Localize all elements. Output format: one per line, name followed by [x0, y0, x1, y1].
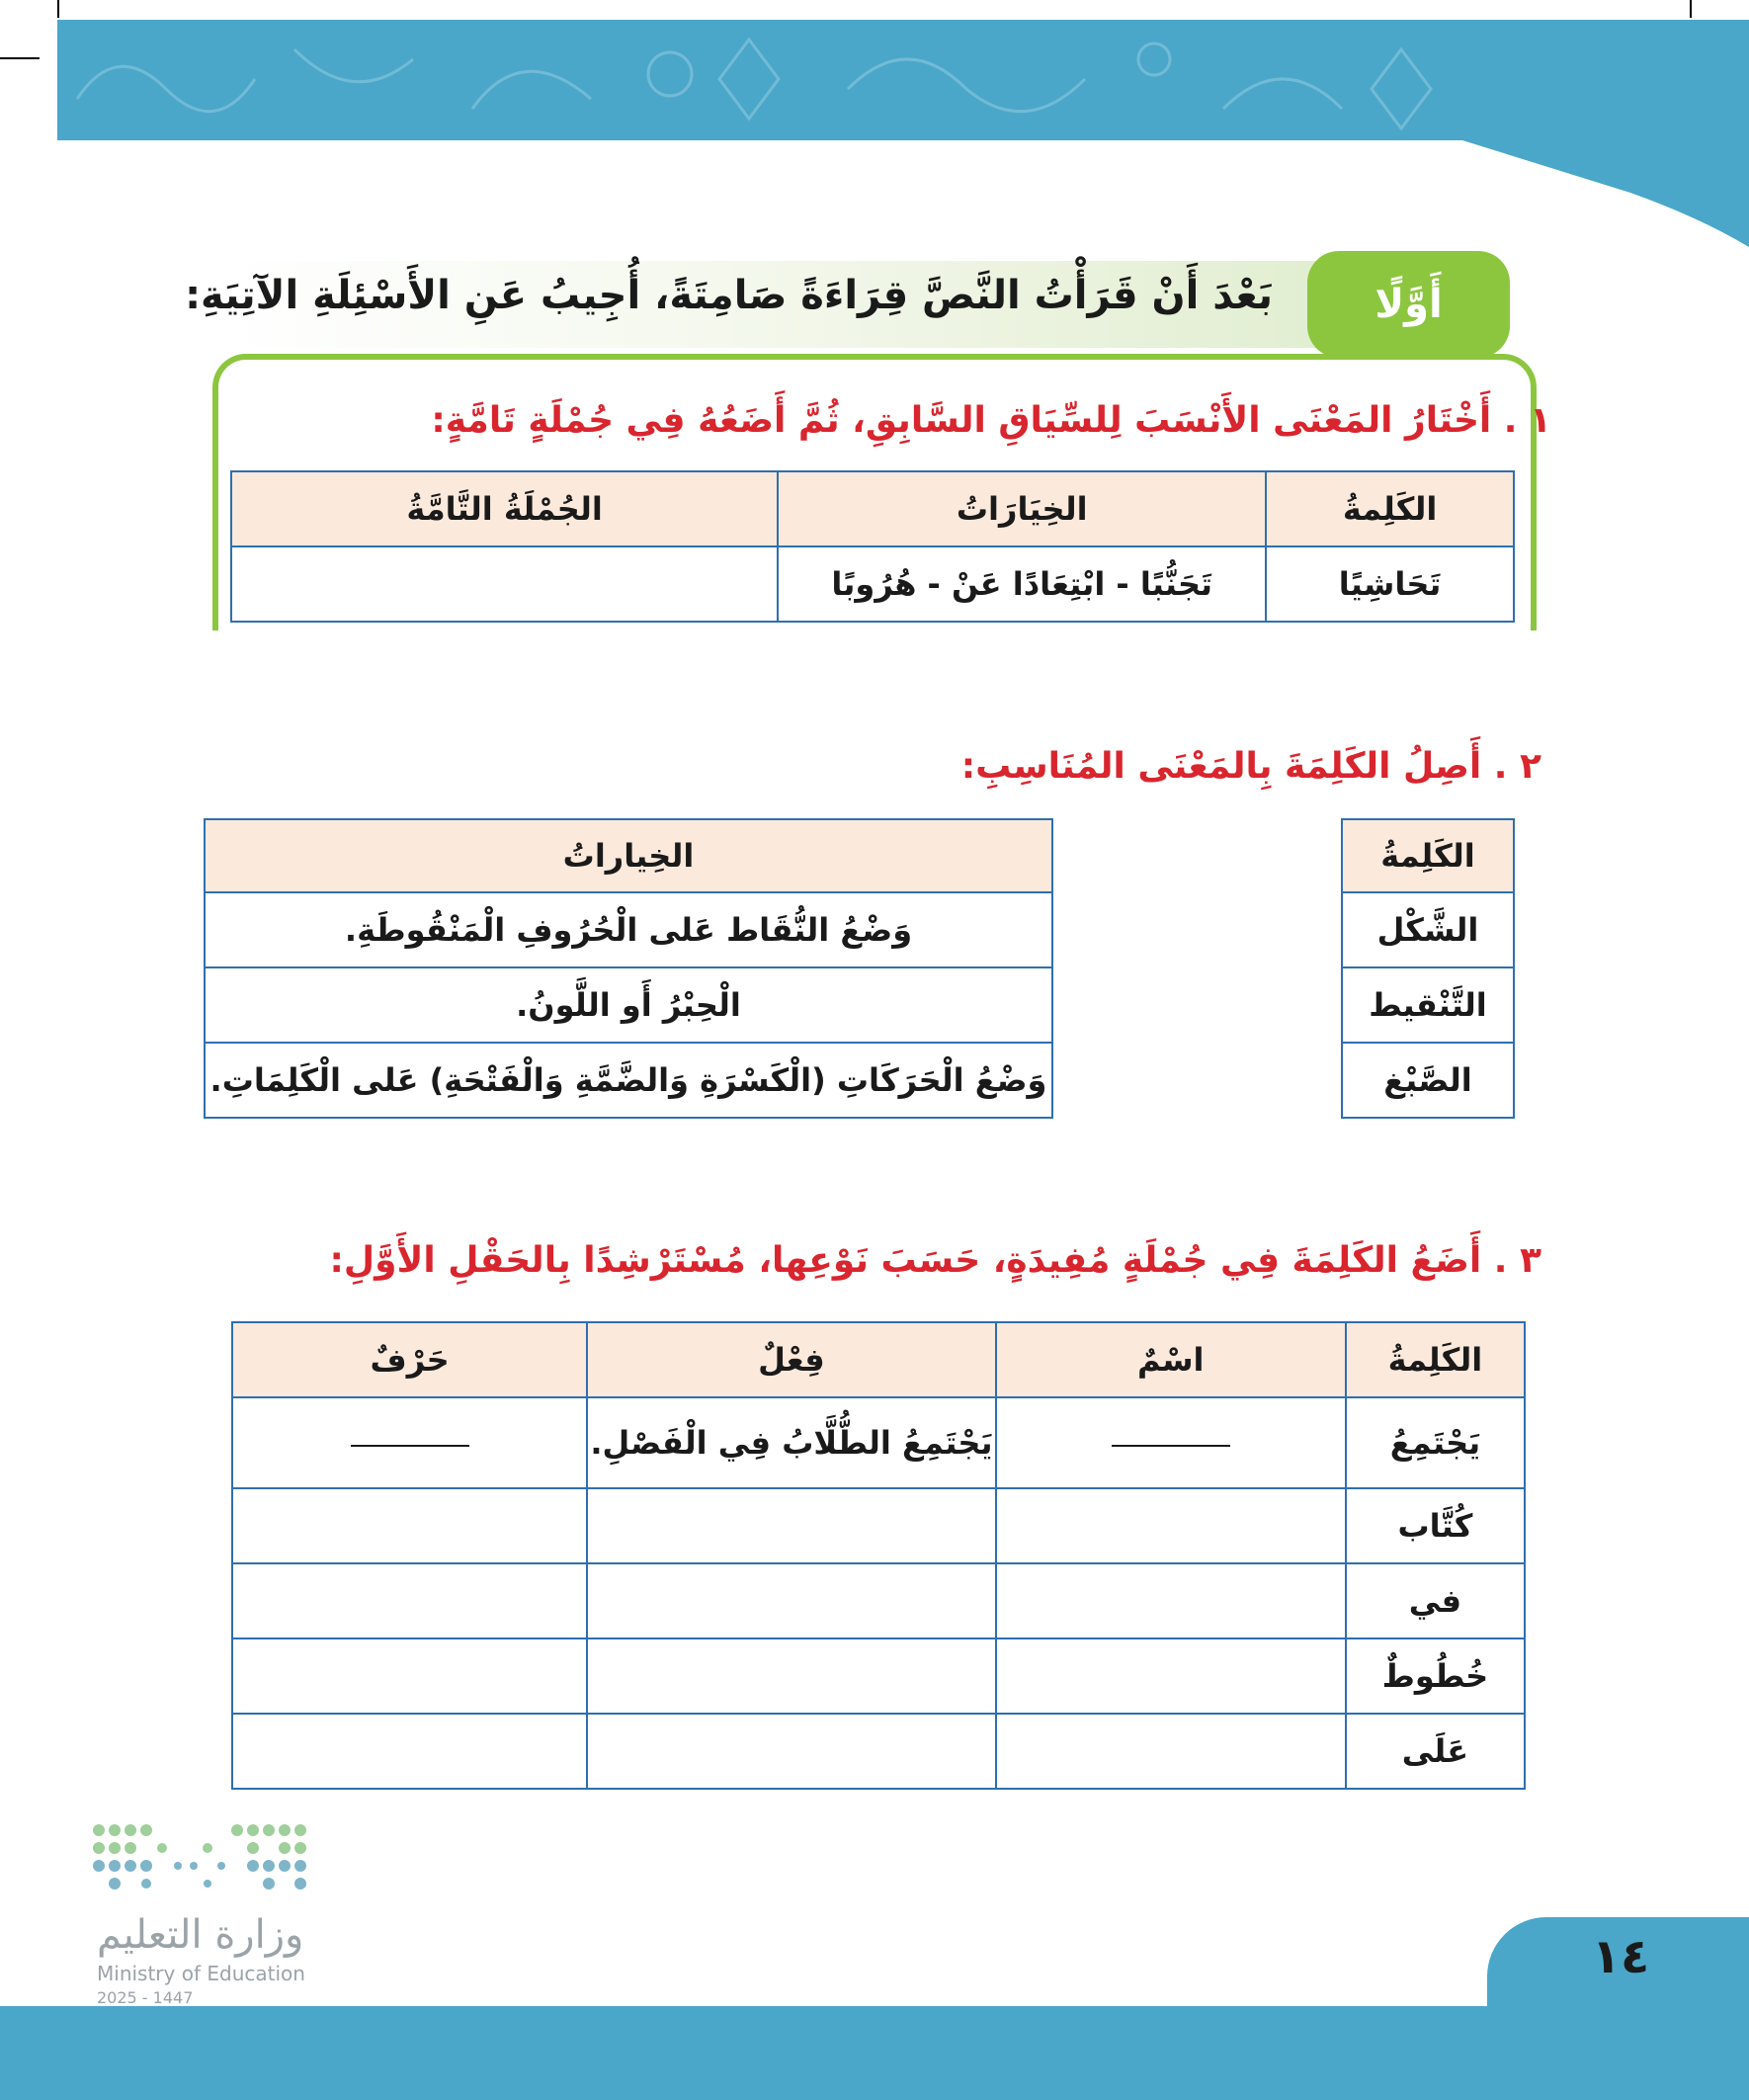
header-noun: اسْمٌ	[996, 1322, 1346, 1397]
table-row	[231, 546, 1514, 622]
crop-mark	[1690, 0, 1692, 18]
header-full-sentence: الجُمْلَةُ التَّامَّةُ	[231, 471, 778, 546]
noun-answer-cell[interactable]	[996, 1638, 1346, 1714]
ministry-logo-dots-icon	[89, 1818, 326, 1907]
ministry-name-arabic: وزارة التعليم	[97, 1912, 304, 1958]
word-cell: تَحَاشِيًا	[1266, 546, 1514, 622]
section-badge-label: أَوَّلًا	[1374, 282, 1443, 327]
noun-answer-cell[interactable]	[996, 1488, 1346, 1563]
crop-mark	[0, 57, 40, 59]
verb-answer-cell[interactable]	[587, 1563, 995, 1638]
table-row	[232, 1563, 1525, 1638]
header-word: الكَلِمةُ	[1266, 471, 1514, 546]
section-title: بَعْدَ أَنْ قَرَأْتُ النَّصَّ قِرَاءَةً صَامِتَةً، أُجِيبُ عَنِ الأَسْئِلَةِ الآتِيَةِ:	[185, 273, 1273, 318]
particle-answer-cell[interactable]	[232, 1714, 587, 1789]
header-word: الكَلِمةُ	[1342, 819, 1514, 892]
verb-answer-cell[interactable]	[587, 1638, 995, 1714]
blank-line	[1112, 1444, 1230, 1447]
verb-answer-cell[interactable]	[587, 1488, 995, 1563]
header-options: الخِياراتُ	[205, 819, 1052, 892]
crop-mark	[57, 0, 59, 18]
noun-answer-cell[interactable]	[996, 1714, 1346, 1789]
table-row	[1342, 967, 1514, 1043]
option-cell[interactable]: وَضْعُ الْحَرَكَاتِ (الْكَسْرَةِ وَالضَّمَّةِ وَالْفَتْحَةِ) عَلى الْكَلِمَاتِ.	[205, 1043, 1052, 1118]
word-cell[interactable]: الشَّكْل	[1342, 892, 1514, 967]
header-verb: فِعْلٌ	[587, 1322, 995, 1397]
question-1-table	[230, 470, 1515, 623]
table-row	[1342, 1043, 1514, 1118]
particle-answer-cell[interactable]	[232, 1638, 587, 1714]
bottom-decorative-band	[0, 2006, 1749, 2100]
section-badge	[1307, 251, 1510, 358]
edition-year: 2025 - 1447	[97, 1988, 194, 2007]
table-row	[205, 892, 1052, 967]
question-1-title: ١ . أَخْتَارُ المَعْنَى الأَنْسَبَ لِلسِّيَاقِ السَّابِقِ، ثُمَّ أَضَعُهُ فِي جُمْلَةٍ تَامَّةٍ:	[431, 400, 1551, 441]
table-row	[232, 1638, 1525, 1714]
question-2-title: ٢ . أَصِلُ الكَلِمَةَ بِالمَعْنَى المُنَاسِبِ:	[960, 746, 1541, 787]
word-cell: خُطُوطٌ	[1346, 1638, 1525, 1714]
word-cell[interactable]: التَّنْقيط	[1342, 967, 1514, 1043]
header-word: الكَلِمةُ	[1346, 1322, 1525, 1397]
table-header-row	[231, 471, 1514, 546]
particle-answer-cell[interactable]	[232, 1397, 587, 1488]
noun-answer-cell[interactable]	[996, 1397, 1346, 1488]
question-2-options-table	[204, 818, 1053, 1119]
word-cell: كُتَّاب	[1346, 1488, 1525, 1563]
word-cell: يَجْتَمِعُ	[1346, 1397, 1525, 1488]
options-cell: تَجَنُّبًا - ابْتِعَادًا عَنْ - هُرُوبًا	[778, 546, 1266, 622]
ministry-name-english: Ministry of Education	[97, 1962, 305, 1985]
table-header-row	[1342, 819, 1514, 892]
word-cell: في	[1346, 1563, 1525, 1638]
question-3-table	[231, 1321, 1526, 1790]
header-particle: حَرْفٌ	[232, 1322, 587, 1397]
word-cell[interactable]: الصَّبْغ	[1342, 1043, 1514, 1118]
table-row	[1342, 892, 1514, 967]
table-row	[232, 1397, 1525, 1488]
header-options: الخِيَارَاتُ	[778, 471, 1266, 546]
option-cell[interactable]: وَضْعُ النُّقَاط عَلى الْحُرُوفِ الْمَنْقُوطَةِ.	[205, 892, 1052, 967]
section-header	[185, 251, 1510, 358]
particle-answer-cell[interactable]	[232, 1563, 587, 1638]
noun-answer-cell[interactable]	[996, 1563, 1346, 1638]
table-header-row	[232, 1322, 1525, 1397]
word-cell: عَلَى	[1346, 1714, 1525, 1789]
verb-answer-cell: يَجْتَمِعُ الطُّلَّابُ فِي الْفَصْلِ.	[587, 1397, 995, 1488]
page-number: ١٤	[1591, 1929, 1650, 1984]
table-row	[205, 1043, 1052, 1118]
table-row	[232, 1488, 1525, 1563]
option-cell[interactable]: الْحِبْرُ أَو اللَّونُ.	[205, 967, 1052, 1043]
top-band-curve	[1462, 20, 1749, 247]
answer-cell[interactable]	[231, 546, 778, 622]
question-2-words-table	[1341, 818, 1515, 1119]
particle-answer-cell[interactable]	[232, 1488, 587, 1563]
verb-answer-cell[interactable]	[587, 1714, 995, 1789]
blank-line	[351, 1444, 469, 1447]
table-header-row	[205, 819, 1052, 892]
table-row	[232, 1714, 1525, 1789]
table-row	[205, 967, 1052, 1043]
question-3-title: ٣ . أَضَعُ الكَلِمَةَ فِي جُمْلَةٍ مُفِيدَةٍ، حَسَبَ نَوْعِها، مُسْتَرْشِدًا بِالحَقْلِ الأَوَّلِ:	[329, 1240, 1541, 1281]
